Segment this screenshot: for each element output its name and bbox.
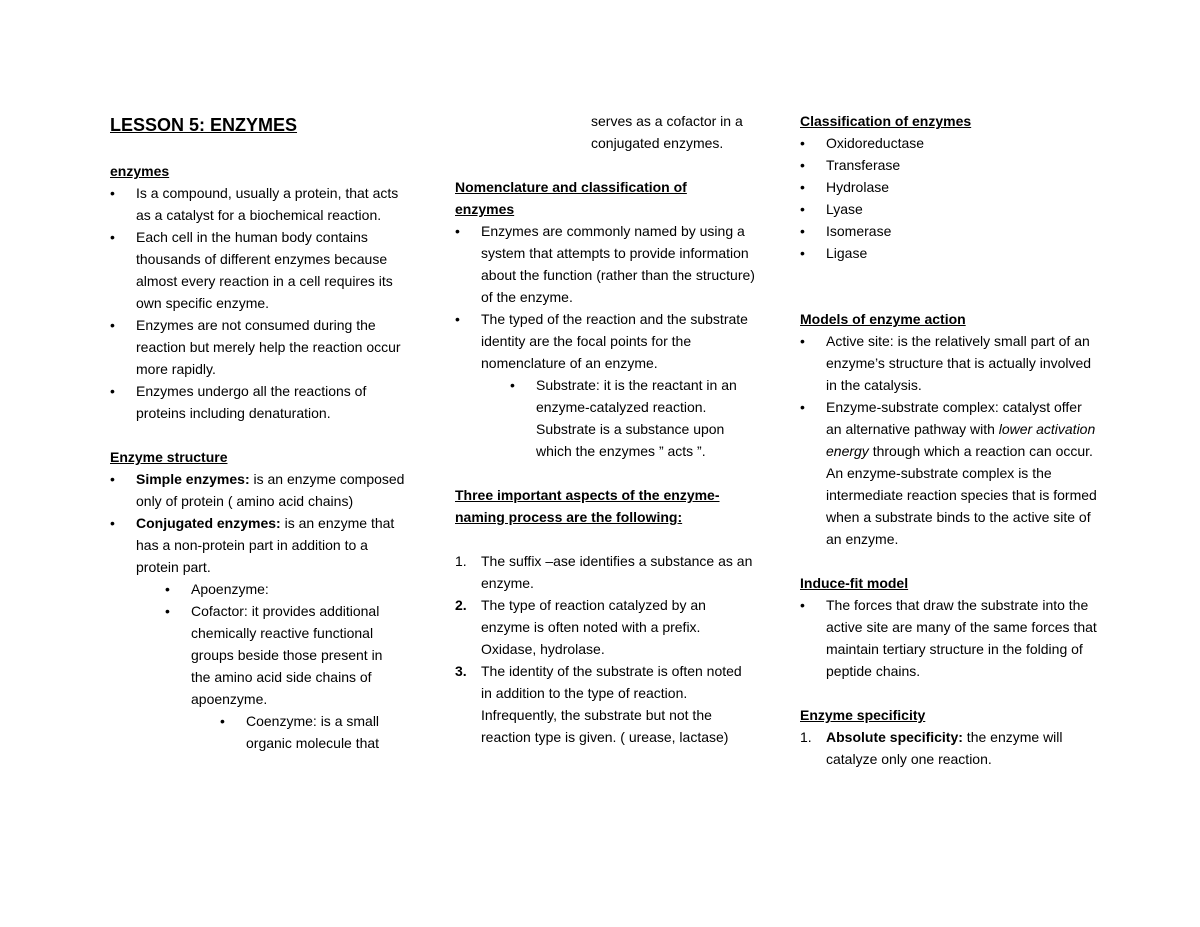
column-1 (110, 112, 410, 754)
numbered-item: 1. The suffix –ase identifies a substance as an enzyme. (455, 553, 753, 591)
numbered-item: 1. Absolute specificity: the enzyme will catalyze only one reaction. (800, 729, 1063, 767)
list-item: • Isomerase (800, 223, 892, 239)
section-heading-enzyme-structure: Enzyme structure (110, 449, 228, 465)
section-heading-enzymes: enzymes (110, 163, 170, 179)
list-item-simple-enzymes: • Simple enzymes: is an enzyme composed only of protein ( amino acid chains) (110, 471, 405, 509)
lesson-title: LESSON 5: ENZYMES (110, 115, 298, 135)
spacer (455, 528, 755, 550)
list-item: • Hydrolase (800, 179, 890, 195)
numbered-item: 3. The identity of the substrate is often noted in addition to the type of reaction. Infrequently, the substrate but not the reaction type is given. ( urease, lactase) (455, 663, 742, 745)
list-item-apoenzyme: • Apoenzyme: (165, 581, 269, 597)
numbered-item: 2. The type of reaction catalyzed by an enzyme is often noted with a prefix. Oxidase, hydrolase. (455, 597, 706, 657)
section-heading-induce-fit: Induce-fit model (800, 575, 909, 591)
list-item: • Each cell in the human body contains thousands of different enzymes because almost every reaction in a cell requires its own specific enzyme. (110, 229, 393, 311)
list-item-cofactor: • Cofactor: it provides additional chemically reactive functional groups beside those present in the amino acid side chains of apoenzyme. (165, 603, 383, 707)
list-item: • Enzymes are commonly named by using a system that attempts to provide information about the function (rather than the structure) of the enzyme. (455, 223, 755, 305)
spacer (455, 462, 755, 484)
section-heading-specificity: Enzyme specificity (800, 707, 926, 723)
list-item: • Transferase (800, 157, 901, 173)
section-heading-classification: Classification of enzymes (800, 113, 972, 129)
spacer (800, 550, 1100, 572)
list-item: • Ligase (800, 245, 868, 261)
list-item: • Enzymes are not consumed during the reaction but merely help the reaction occur more rapidly. (110, 317, 401, 377)
section-heading-models: Models of enzyme action (800, 311, 966, 327)
column-3 (800, 110, 1100, 770)
list-item: • The typed of the reaction and the substrate identity are the focal points for the nomenclature of an enzyme. (455, 311, 748, 371)
list-item-coenzyme: • Coenzyme: is a small organic molecule that (220, 713, 380, 751)
list-item: • Lyase (800, 201, 863, 217)
list-item-enzyme-substrate-complex: • Enzyme-substrate complex: catalyst offer an alternative pathway with lower activation energy through which a reaction can occur. An enzyme-substrate complex is the intermediate reaction species that is formed when a substrate binds to the active site of an enzyme. (800, 399, 1097, 547)
list-item: • Enzymes undergo all the reactions of proteins including denaturation. (110, 383, 367, 421)
list-item: • The forces that draw the substrate into the active site are many of the same forces that maintain tertiary structure in the folding of peptide chains. (800, 597, 1097, 679)
column-2 (455, 110, 755, 748)
list-item: • Oxidoreductase (800, 135, 925, 151)
spacer (800, 682, 1100, 704)
list-item-substrate: • Substrate: it is the reactant in an enzyme-catalyzed reaction. Substrate is a substance upon which the enzymes ” acts ”. (510, 377, 737, 459)
section-heading-nomenclature: Nomenclature and classification of enzymes (455, 179, 687, 217)
spacer (455, 154, 755, 176)
continued-text: serves as a cofactor in a conjugated enzymes. (591, 113, 743, 151)
spacer (110, 138, 410, 160)
spacer (800, 264, 1100, 308)
spacer (110, 424, 410, 446)
list-item: • Is a compound, usually a protein, that acts as a catalyst for a biochemical reaction. (110, 185, 399, 223)
list-item-active-site: • Active site: is the relatively small part of an enzyme’s structure that is actually involved in the catalysis. (800, 333, 1092, 393)
list-item-conjugated-enzymes: • Conjugated enzymes: is an enzyme that has a non-protein part in addition to a protein part. (110, 515, 395, 575)
section-heading-naming-aspects: Three important aspects of the enzyme-naming process are the following: (455, 487, 720, 525)
